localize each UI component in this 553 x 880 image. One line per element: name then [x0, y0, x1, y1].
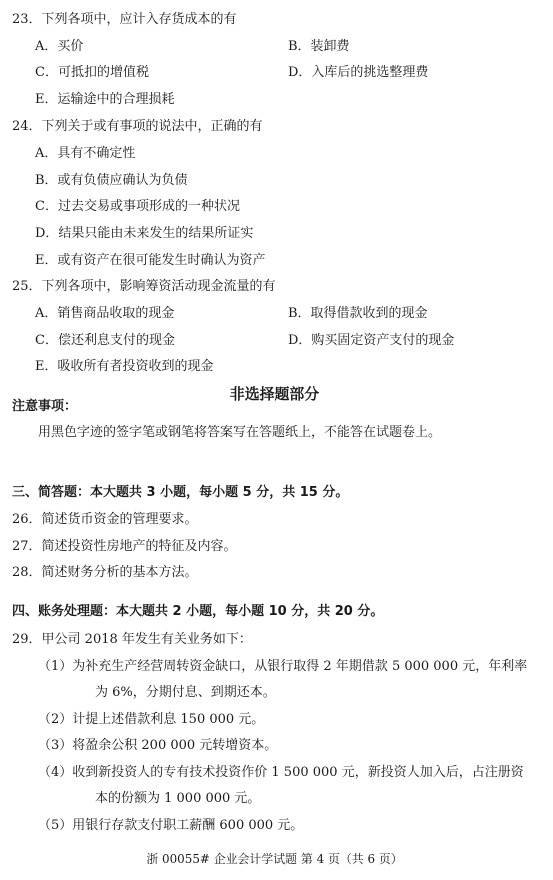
question-stem: 24．下列关于或有事项的说法中，正确的有: [12, 119, 263, 134]
option-b: B．装卸费: [288, 39, 350, 54]
notice-heading: 注意事项：: [12, 399, 78, 414]
option-a: A．具有不确定性: [35, 146, 136, 161]
item-3: （3）将盈余公积 200 000 元转增资本。: [38, 738, 278, 753]
option-e: E．运输途中的合理损耗: [35, 92, 175, 107]
option-a: A．买价: [35, 39, 84, 54]
option-c: C．过去交易或事项形成的一种状况: [35, 199, 240, 214]
section-heading: 四、账务处理题：本大题共 2 小题，每小题 10 分，共 20 分。: [12, 604, 384, 619]
item-1-line-2: 为 6%，分期付息、到期还本。: [95, 685, 276, 700]
item-4-line-2: 本的份额为 1 000 000 元。: [95, 791, 261, 806]
question-27: 27．简述投资性房地产的特征及内容。: [12, 539, 237, 554]
option-d: D．购买固定资产支付的现金: [288, 333, 455, 348]
item-5: （5）用银行存款支付职工薪酬 600 000 元。: [38, 818, 304, 833]
option-d: D．结果只能由未来发生的结果所证实: [35, 226, 254, 241]
option-d: D．入库后的挑选整理费: [288, 65, 429, 80]
question-26: 26．简述货币资金的管理要求。: [12, 512, 198, 527]
item-2: （2）计提上述借款利息 150 000 元。: [38, 712, 265, 727]
page-footer: 浙 00055# 企业会计学试题 第 4 页（共 6 页）: [146, 852, 403, 866]
item-1-line-1: （1）为补充生产经营周转资金缺口，从银行取得 2 年期借款 5 000 000 元，年利率: [38, 659, 528, 674]
question-stem: 23．下列各项中，应计入存货成本的有: [12, 12, 237, 27]
item-4-line-1: （4）收到新投资人的专有技术投资作价 1 500 000 元，新投资人加入后，占注册资: [38, 765, 524, 780]
option-e: E．吸收所有者投资收到的现金: [35, 359, 214, 374]
option-a: A．销售商品收取的现金: [35, 306, 175, 321]
option-c: C．可抵扣的增值税: [35, 65, 149, 80]
option-e: E．或有资产在很可能发生时确认为资产: [35, 253, 266, 268]
section-heading: 三、简答题：本大题共 3 小题，每小题 5 分，共 15 分。: [12, 485, 349, 500]
question-28: 28．简述财务分析的基本方法。: [12, 565, 198, 580]
option-c: C．偿还利息支付的现金: [35, 333, 175, 348]
question-29: 29．甲公司 2018 年发生有关业务如下：: [12, 632, 252, 647]
option-b: B．取得借款收到的现金: [288, 306, 428, 321]
option-b: B．或有负债应确认为负债: [35, 173, 188, 188]
question-stem: 25．下列各项中，影响筹资活动现金流量的有: [12, 279, 276, 294]
notice-body: 用黑色字迹的签字笔或钢笔将答案写在答题纸上，不能答在试题卷上。: [38, 425, 442, 440]
part-title: 非选择题部分: [229, 385, 320, 403]
